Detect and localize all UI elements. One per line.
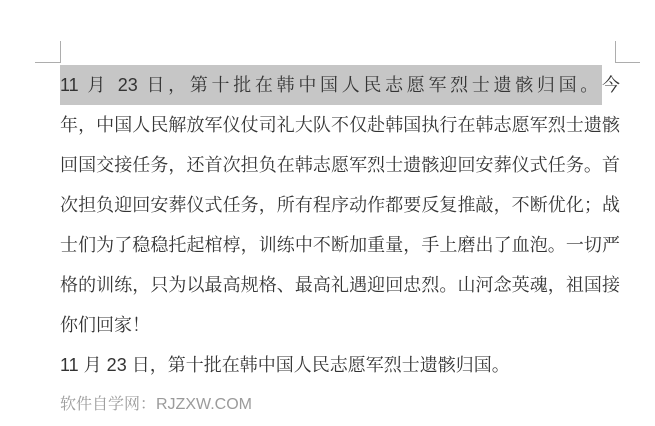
- site-watermark: 软件自学网：RJZXW.COM: [60, 396, 252, 413]
- text-line-5[interactable]: 士们为了稳稳托起棺椁，训练中不断加重量，手上磨出了血泡。一切严: [60, 235, 620, 255]
- text-line-1[interactable]: [60, 65, 620, 105]
- text-line-4[interactable]: 次担负迎回安葬仪式任务，所有程序动作都要反复推敲，不断优化；战: [60, 195, 620, 215]
- text-line-7[interactable]: 你们回家！: [60, 315, 150, 335]
- text-line-6[interactable]: 格的训练，只为以最高规格、最高礼遇迎回忠烈。山河念英魂，祖国接: [60, 275, 620, 295]
- selected-text[interactable]: 11 月 23 日，第十批在韩中国人民志愿军烈士遗骸归国。: [60, 65, 602, 105]
- text-line-3[interactable]: 回国交接任务，还首次担负在韩志愿军烈士遗骸迎回安葬仪式任务。首: [60, 155, 620, 175]
- text-line-8[interactable]: 11 月 23 日，第十批在韩中国人民志愿军烈士遗骸归国。: [60, 355, 510, 375]
- margin-mark-top-right-horizontal: [615, 62, 640, 63]
- margin-mark-top-right-vertical: [615, 41, 616, 63]
- text-line-2[interactable]: 年，中国人民解放军仪仗司礼大队不仅赴韩国执行在韩志愿军烈士遗骸: [60, 115, 620, 135]
- text-after-selection[interactable]: 今: [602, 75, 620, 95]
- margin-mark-top-left-vertical: [60, 41, 61, 63]
- document-text-area[interactable]: [60, 65, 620, 385]
- margin-mark-top-left-horizontal: [35, 62, 60, 63]
